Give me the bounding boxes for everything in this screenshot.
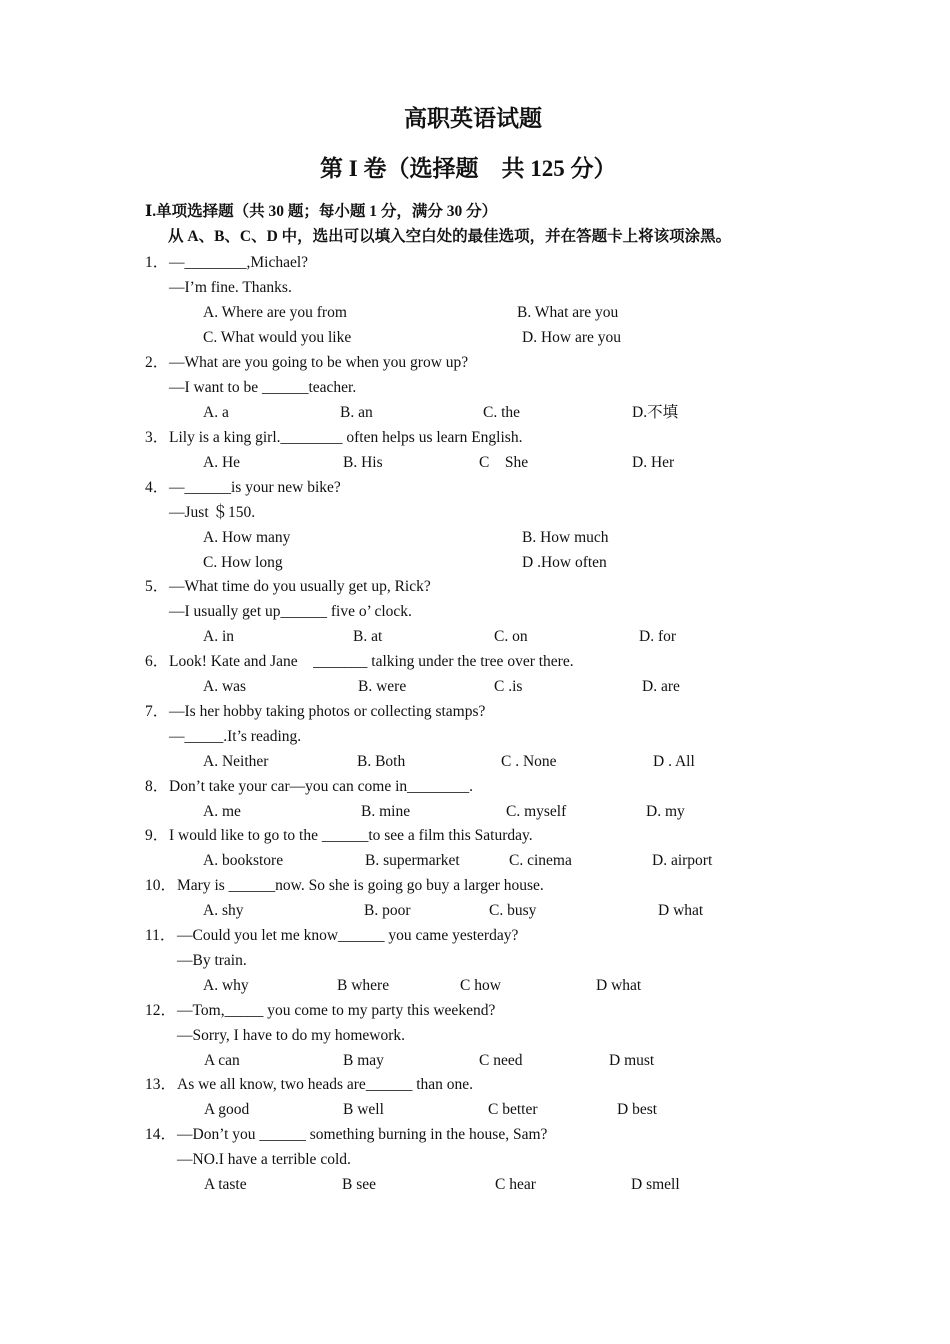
option: A. in [203,628,234,645]
option: C. What would you like [203,329,352,346]
option: C .is [494,678,523,695]
option: D . All [653,753,695,770]
option: D. for [639,628,677,645]
option: A. Neither [203,753,269,770]
question-line: Look! Kate and Jane _______ talking under the tree over there. [169,653,574,670]
option: C. on [494,628,528,645]
question-number: 6． [145,653,169,670]
question-line: Don’t take your car—you can come in________. [169,778,474,795]
question-line: As we all know, two heads are______ than one. [177,1076,474,1093]
question-line: —_____.It’s reading. [169,728,302,745]
option: B well [343,1101,384,1118]
question-line: Lily is a king girl.________ often helps us learn English. [169,429,523,446]
question-number: 2． [145,354,169,371]
option: B. were [358,678,407,695]
question-line: —What are you going to be when you grow up? [169,354,469,371]
question-line: —Sorry, I have to do my homework. [177,1027,406,1044]
question-number: 4． [145,479,169,496]
question-line: —By train. [177,952,247,969]
option: D. airport [652,852,713,869]
option: B. mine [361,803,411,820]
option: B may [343,1052,384,1069]
question-line: —Tom,_____ you come to my party this weekend? [177,1002,496,1019]
option: A. why [203,977,249,994]
question-number: 12． [145,1002,177,1019]
question-number: 5． [145,578,169,595]
question-line: —________,Michael? [169,254,309,271]
question-line: I would like to go to the ______to see a film this Saturday. [169,827,533,844]
option: B. supermarket [365,852,460,869]
option: C better [488,1101,538,1118]
option: C She [479,454,529,471]
question-line: —NO.I have a terrible cold. [177,1151,351,1168]
option: A. How many [203,529,291,546]
question-line: —I want to be ______teacher. [169,379,357,396]
option: A. a [203,404,229,421]
question-number: 7． [145,703,169,720]
option: D smell [631,1176,680,1193]
option: B. What are you [517,304,619,321]
option: B. poor [364,902,411,919]
question-number: 1． [145,254,169,271]
option: B. an [340,404,373,421]
page-subtitle: 第 I 卷（选择题 共 125 分） [320,156,617,181]
option: A. bookstore [203,852,284,869]
option: A. me [203,803,241,820]
option: B see [342,1176,377,1193]
option: C. How long [203,554,283,571]
question-number: 10． [145,877,177,894]
question-number: 9． [145,827,169,844]
question-line: —Just ＄150. [169,504,256,521]
question-line: —______is your new bike? [169,479,341,496]
question-line: —Is her hobby taking photos or collecting stamps? [169,703,486,720]
option: C . None [501,753,557,770]
option: D best [617,1101,658,1118]
option: C. busy [489,902,537,919]
question-number: 3． [145,429,169,446]
option: A taste [204,1176,247,1193]
page-title: 高职英语试题 [404,106,542,131]
option: D. How are you [522,329,622,346]
option: A good [204,1101,250,1118]
question-line: —Don’t you ______ something burning in the house, Sam? [177,1126,548,1143]
option: D.不填 [632,404,679,421]
option: A. He [203,454,241,471]
option: B. His [343,454,383,471]
option: D must [609,1052,655,1069]
question-line: —Could you let me know______ you came yesterday? [177,927,519,944]
option: C hear [495,1176,536,1193]
option: C how [460,977,501,994]
option: C. myself [506,803,567,820]
option: D. Her [632,454,675,471]
option: B. at [353,628,383,645]
question-line: —I’m fine. Thanks. [169,279,292,296]
section-heading: Ⅰ.单项选择题（共 30 题；每小题 1 分，满分 30 分） [145,203,498,220]
option: C. the [483,404,521,421]
question-number: 11． [145,927,176,944]
option: D .How often [522,554,607,571]
section-instruction: 从 A、B、C、D 中，选出可以填入空白处的最佳选项，并在答题卡上将该项涂黑。 [168,228,732,245]
option: A. Where are you from [203,304,347,321]
option: D. are [642,678,680,695]
option: D what [596,977,642,994]
question-line: —What time do you usually get up, Rick? [169,578,431,595]
option: C. cinema [509,852,572,869]
option: B. Both [357,753,406,770]
option: C need [479,1052,523,1069]
option: B. How much [522,529,609,546]
question-line: Mary is ______now. So she is going go buy a larger house. [177,877,544,894]
option: D. my [646,803,685,820]
question-line: —I usually get up______ five o’ clock. [169,603,412,620]
option: D what [658,902,704,919]
question-number: 8． [145,778,169,795]
option: A. was [203,678,247,695]
question-number: 14． [145,1126,177,1143]
option: A. shy [203,902,244,919]
option: B where [337,977,390,994]
question-number: 13． [145,1076,177,1093]
option: A can [204,1052,240,1069]
